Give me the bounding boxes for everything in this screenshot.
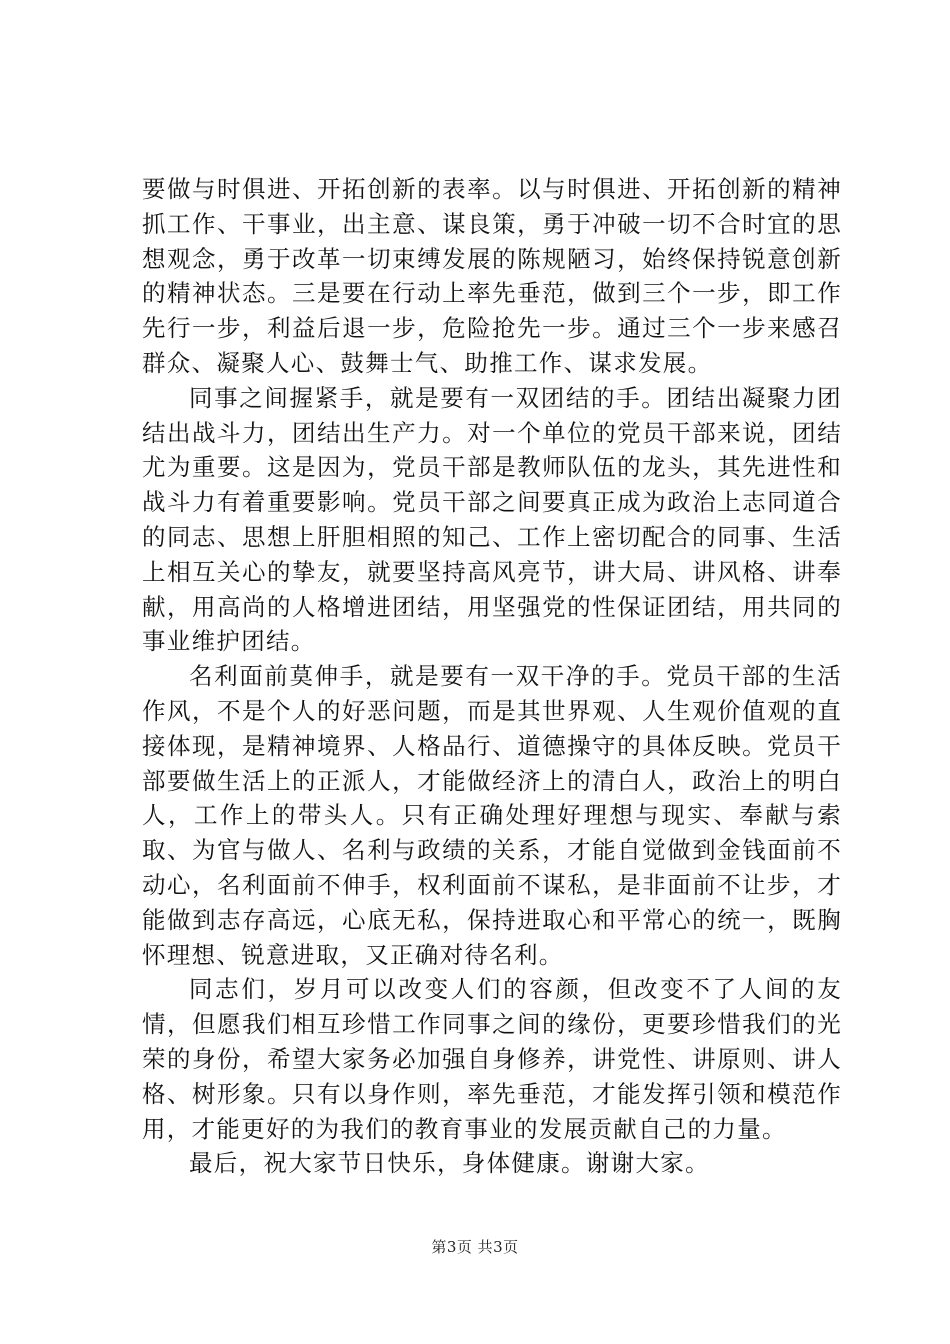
paragraph-1: 要做与时俱进、开拓创新的表率。以与时俱进、开拓创新的精神抓工作、干事业，出主意、谋良策，勇于冲破一切不合时宜的思想观念，勇于改革一切束缚发展的陈规陋习，始终保持锐意创新的精神状态。三是要在行动上率先垂范，做到三个一步，即工作先行一步，利益后退一步，危险抢先一步。通过三个一步来感召群众、凝聚人心、鼓舞士气、助推工作、谋求发展。 <box>142 175 842 377</box>
paragraph-5: 最后，祝大家节日快乐，身体健康。谢谢大家。 <box>189 1149 710 1178</box>
document-body <box>142 172 842 1181</box>
paragraph-4: 同志们，岁月可以改变人们的容颜，但改变不了人间的友情，但愿我们相互珍惜工作同事之间的缘份，更要珍惜我们的光荣的身份，希望大家务必加强自身修养，讲党性、讲原则、讲人格、树形象。只有以身作则，率先垂范，才能发挥引领和模范作用，才能更好的为我们的教育事业的发展贡献自己的力量。 <box>142 975 842 1143</box>
paragraph-3: 名利面前莫伸手，就是要有一双干净的手。党员干部的生活作风，不是个人的好恶问题，而是其世界观、人生观价值观的直接体现，是精神境界、人格品行、道德操守的具体反映。党员干部要做生活上的正派人，才能做经济上的清白人，政治上的明白人，工作上的带头人。只有正确处理好理想与现实、奉献与索取、为官与做人、名利与政绩的关系，才能自觉做到金钱面前不动心，名利面前不伸手，权利面前不谋私，是非面前不让步，才能做到志存高远，心底无私，保持进取心和平常心的统一，既胸怀理想、锐意进取，又正确对待名利。 <box>142 662 842 969</box>
page-footer: 第3页 共3页 <box>431 1238 519 1256</box>
paragraph-2: 同事之间握紧手，就是要有一双团结的手。团结出凝聚力团结出战斗力，团结出生产力。对一个单位的党员干部来说，团结尤为重要。这是因为，党员干部是教师队伍的龙头，其先进性和战斗力有着重要影响。党员干部之间要真正成为政治上志同道合的同志、思想上肝胆相照的知己、工作上密切配合的同事、生活上相互关心的挚友，就要坚持高风亮节，讲大局、讲风格、讲奉献，用高尚的人格增进团结，用坚强党的性保证团结，用共同的事业维护团结。 <box>142 383 842 656</box>
